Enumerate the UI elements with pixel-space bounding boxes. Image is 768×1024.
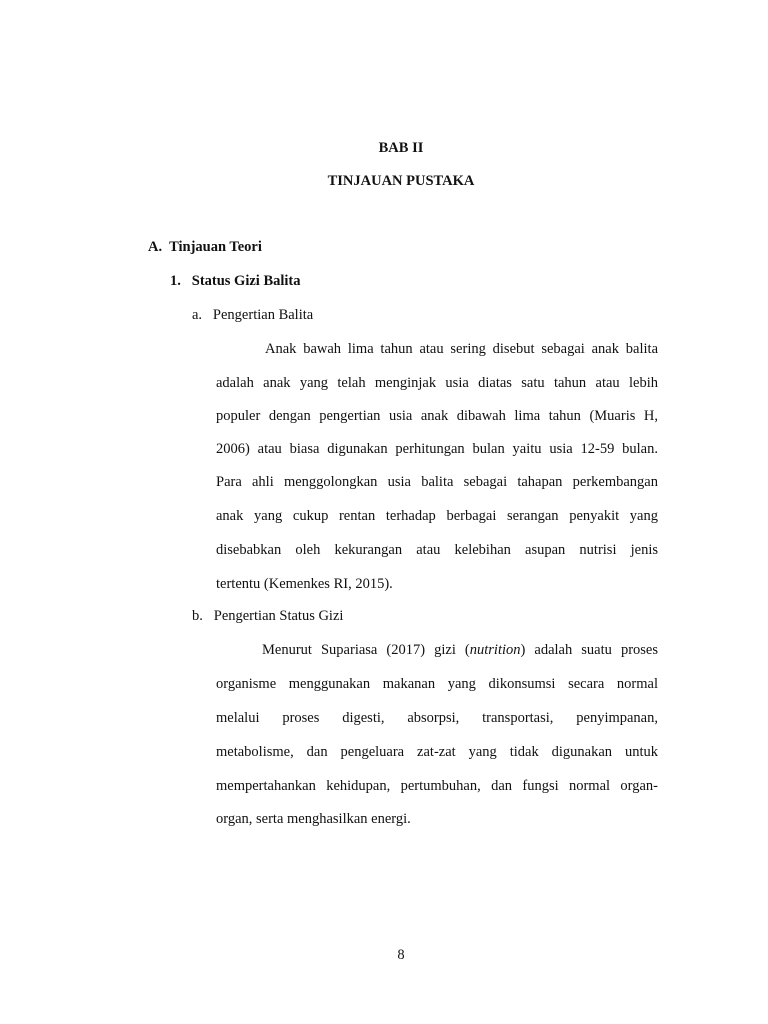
paragraph-line: mempertahankan kehidupan, pertumbuhan, dan fungsi normal organ-: [216, 778, 658, 794]
paragraph-line: organ, serta menghasilkan energi.: [216, 811, 411, 827]
paragraph-line: 2006) atau biasa digunakan perhitungan bulan yaitu usia 12-59 bulan.: [216, 441, 658, 457]
chapter-number: BAB II: [378, 140, 424, 156]
subsection-heading: 1. Status Gizi Balita: [170, 273, 301, 289]
paragraph-line: populer dengan pengertian usia anak dibawah lima tahun (Muaris H,: [216, 408, 658, 424]
item-a-heading: a. Pengertian Balita: [192, 307, 314, 323]
paragraph-line: melalui proses digesti, absorpsi, transportasi, penyimpanan,: [216, 710, 658, 726]
paragraph-line: Anak bawah lima tahun atau sering disebut sebagai anak balita: [265, 341, 658, 357]
page-number: 8: [397, 947, 405, 963]
text-run: ) adalah suatu proses: [520, 642, 658, 658]
paragraph-line: Para ahli menggolongkan usia balita sebagai tahapan perkembangan: [216, 474, 658, 490]
paragraph-line: anak yang cukup rentan terhadap berbagai serangan penyakit yang: [216, 508, 658, 524]
italic-term: nutrition: [469, 642, 521, 658]
paragraph-line: disebabkan oleh kekurangan atau kelebihan asupan nutrisi jenis: [216, 542, 658, 558]
item-b-heading: b. Pengertian Status Gizi: [192, 608, 344, 624]
paragraph-line: adalah anak yang telah menginjak usia diatas satu tahun atau lebih: [216, 375, 658, 391]
paragraph-line-first: [262, 642, 658, 659]
paragraph-line: tertentu (Kemenkes RI, 2015).: [216, 576, 393, 592]
paragraph-line: metabolisme, dan pengeluara zat-zat yang tidak digunakan untuk: [216, 744, 658, 760]
section-heading: A. Tinjauan Teori: [148, 239, 262, 255]
chapter-title: TINJAUAN PUSTAKA: [327, 173, 475, 189]
text-run: Menurut Supariasa (2017) gizi (: [262, 642, 470, 658]
paragraph-line: organisme menggunakan makanan yang dikonsumsi secara normal: [216, 676, 658, 692]
